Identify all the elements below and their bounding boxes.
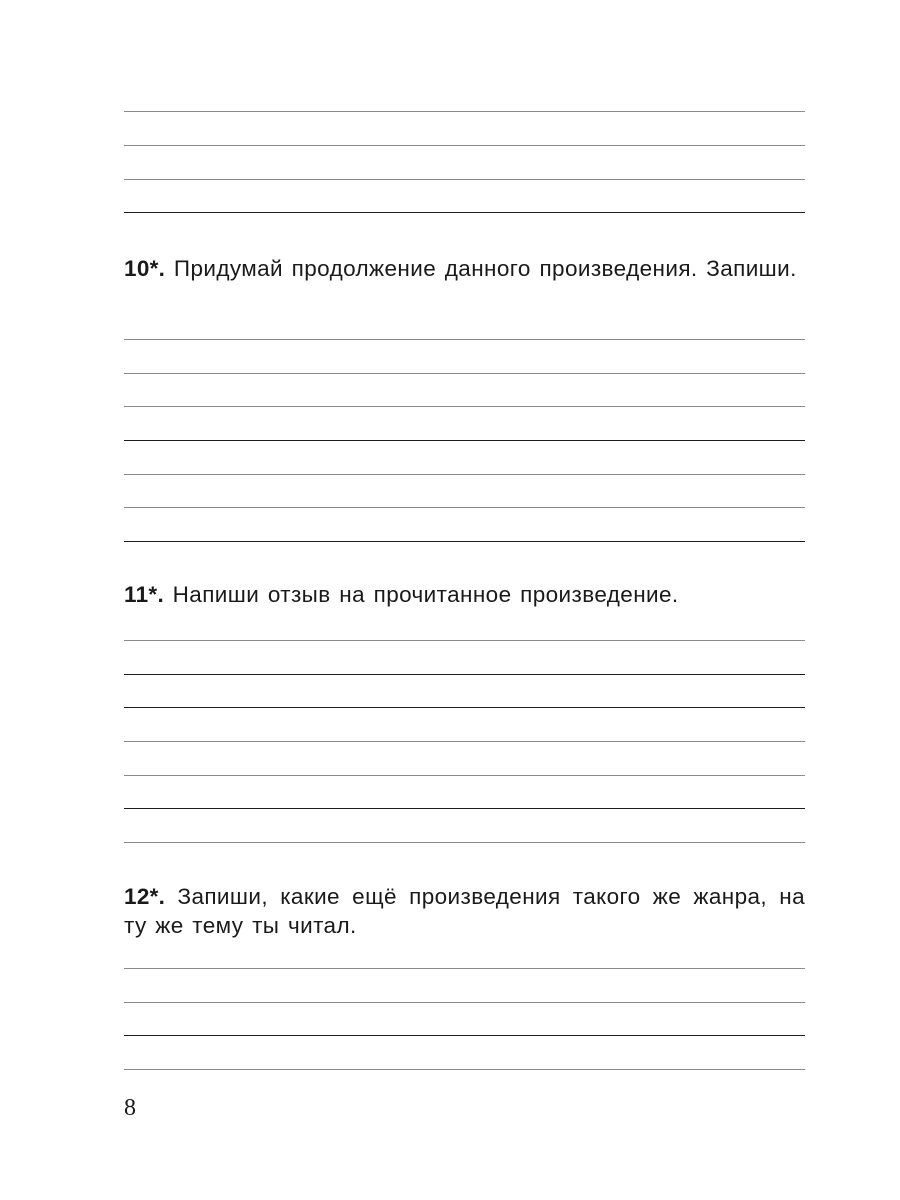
writing-line[interactable] — [124, 640, 805, 641]
writing-line[interactable] — [124, 145, 805, 146]
writing-line[interactable] — [124, 179, 805, 180]
writing-line-baseline[interactable] — [124, 541, 805, 542]
writing-line[interactable] — [124, 968, 805, 969]
task-10 — [124, 254, 805, 283]
task-11 — [124, 580, 805, 609]
task-12-number: 12*. — [124, 884, 166, 909]
writing-line[interactable] — [124, 339, 805, 340]
writing-line[interactable] — [124, 1002, 805, 1003]
writing-line-baseline[interactable] — [124, 707, 805, 708]
page-number: 8 — [124, 1095, 136, 1121]
writing-line[interactable] — [124, 1069, 805, 1070]
writing-line[interactable] — [124, 507, 805, 508]
writing-line-baseline[interactable] — [124, 440, 805, 441]
writing-line-baseline[interactable] — [124, 212, 805, 213]
writing-line-baseline[interactable] — [124, 1035, 805, 1036]
writing-line[interactable] — [124, 775, 805, 776]
writing-line-baseline[interactable] — [124, 808, 805, 809]
writing-line[interactable] — [124, 474, 805, 475]
task-12 — [124, 882, 805, 940]
writing-line[interactable] — [124, 741, 805, 742]
task-11-number: 11*. — [124, 582, 164, 607]
writing-line[interactable] — [124, 842, 805, 843]
task-12-text: Запиши, какие ещё произведения такого же жанра, на ту же тему ты читал. — [124, 884, 805, 938]
task-10-number: 10*. — [124, 256, 166, 281]
writing-line[interactable] — [124, 111, 805, 112]
task-11-text: Напиши отзыв на прочитанное произведение. — [164, 582, 679, 607]
writing-line[interactable] — [124, 406, 805, 407]
task-10-text: Придумай продолжение данного произведения. Запиши. — [165, 256, 797, 281]
writing-line[interactable] — [124, 373, 805, 374]
writing-line-baseline[interactable] — [124, 674, 805, 675]
